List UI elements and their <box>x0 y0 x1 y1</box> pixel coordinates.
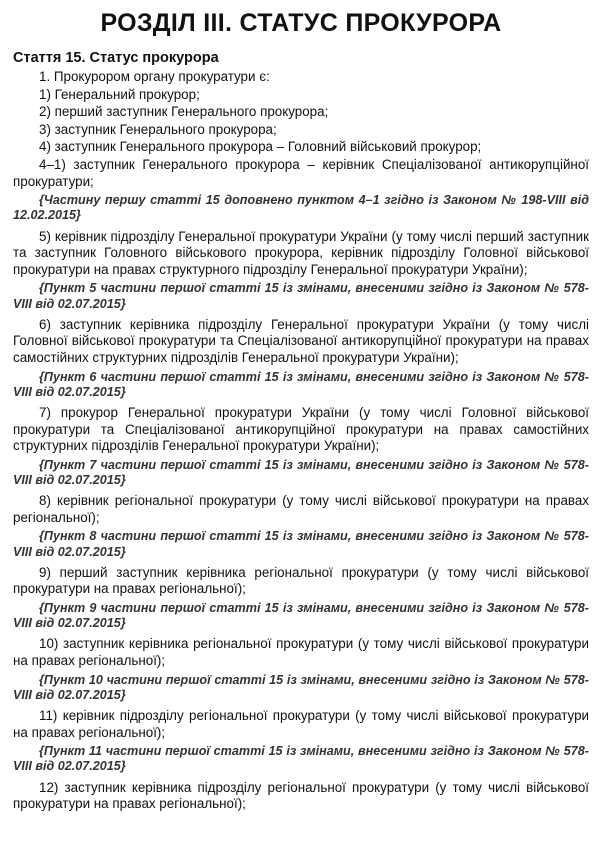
amendment-note: {Пункт 6 частини першої статті 15 із змінами, внесеними згідно із Законом № 578-VIII від 02.07.2015} <box>13 369 589 399</box>
item-7: 7) прокурор Генеральної прокуратури України (у тому числі Головної військової прокуратури та Спеціалізованої антикорупційної прокуратури на правах самостійних структурних підрозділів Генеральної прокуратури України); <box>13 404 589 454</box>
section-title: РОЗДІЛ ІІІ. СТАТУС ПРОКУРОРА <box>100 9 502 37</box>
amendment-note: {Пункт 11 частини першої статті 15 із змінами, внесеними згідно із Законом № 578-VIII від 02.07.2015} <box>13 744 589 774</box>
article-heading: Стаття 15. Статус прокурора <box>13 50 219 66</box>
item-4-1: 4–1) заступник Генерального прокурора – керівник Спеціалізованої антикорупційної прокуратури; <box>13 156 589 189</box>
amendment-note: {Пункт 8 частини першої статті 15 із змінами, внесеними згідно із Законом № 578-VIII від 02.07.2015} <box>13 529 589 559</box>
item-5: 5) керівник підрозділу Генеральної прокуратури України (у тому числі перший заступник та заступник Головного військового прокурора, керівник підрозділу Головної військової прокуратури на правах структурного підрозділу Генеральної прокуратури України); <box>13 228 589 277</box>
item-1: 1) Генеральний прокурор; <box>39 86 200 102</box>
item-9: 9) перший заступник керівника регіональної прокуратури (у тому числі військової прокуратури на правах регіональної); <box>13 564 589 597</box>
item-3: 3) заступник Генерального прокурора; <box>39 121 277 137</box>
amendment-note: {Частину першу статті 15 доповнено пунктом 4–1 згідно із Законом № 198-VIII від 12.02.2015} <box>13 193 589 223</box>
item-11: 11) керівник підрозділу регіональної прокуратури (у тому числі військової прокуратури на правах регіональної); <box>13 707 589 740</box>
item-2: 2) перший заступник Генерального прокурора; <box>39 104 329 120</box>
item-4: 4) заступник Генерального прокурора – Головний військовий прокурор; <box>39 139 482 155</box>
amendment-note: {Пункт 5 частини першої статті 15 із змінами, внесеними згідно із Законом № 578-VIII від 02.07.2015} <box>13 281 589 311</box>
amendment-note: {Пункт 9 частини першої статті 15 із змінами, внесеними згідно із Законом № 578-VIII від 02.07.2015} <box>13 600 589 631</box>
item-10: 10) заступник керівника регіональної прокуратури (у тому числі військової прокуратури на правах регіональної); <box>13 636 589 668</box>
item-12: 12) заступник керівника підрозділу регіональної прокуратури (у тому числі військової прокуратури на правах регіональної); <box>13 779 589 812</box>
amendment-note: {Пункт 7 частини першої статті 15 із змінами, внесеними згідно із Законом № 578-VIII від 02.07.2015} <box>13 457 589 487</box>
item-intro: 1. Прокурором органу прокуратури є: <box>39 69 270 84</box>
amendment-note: {Пункт 10 частини першої статті 15 із змінами, внесеними згідно із Законом № 578-VIII від 02.07.2015} <box>13 672 589 702</box>
item-8: 8) керівник регіональної прокуратури (у тому числі військової прокуратури на правах регіональної); <box>13 493 589 525</box>
item-6: 6) заступник керівника підрозділу Генеральної прокуратури України (у тому числі Головної військової прокуратури та Спеціалізованої антикорупційної прокуратури на правах самостійних структурних підрозділів Генеральної прокуратури України); <box>13 316 589 365</box>
item-list <box>13 69 589 813</box>
